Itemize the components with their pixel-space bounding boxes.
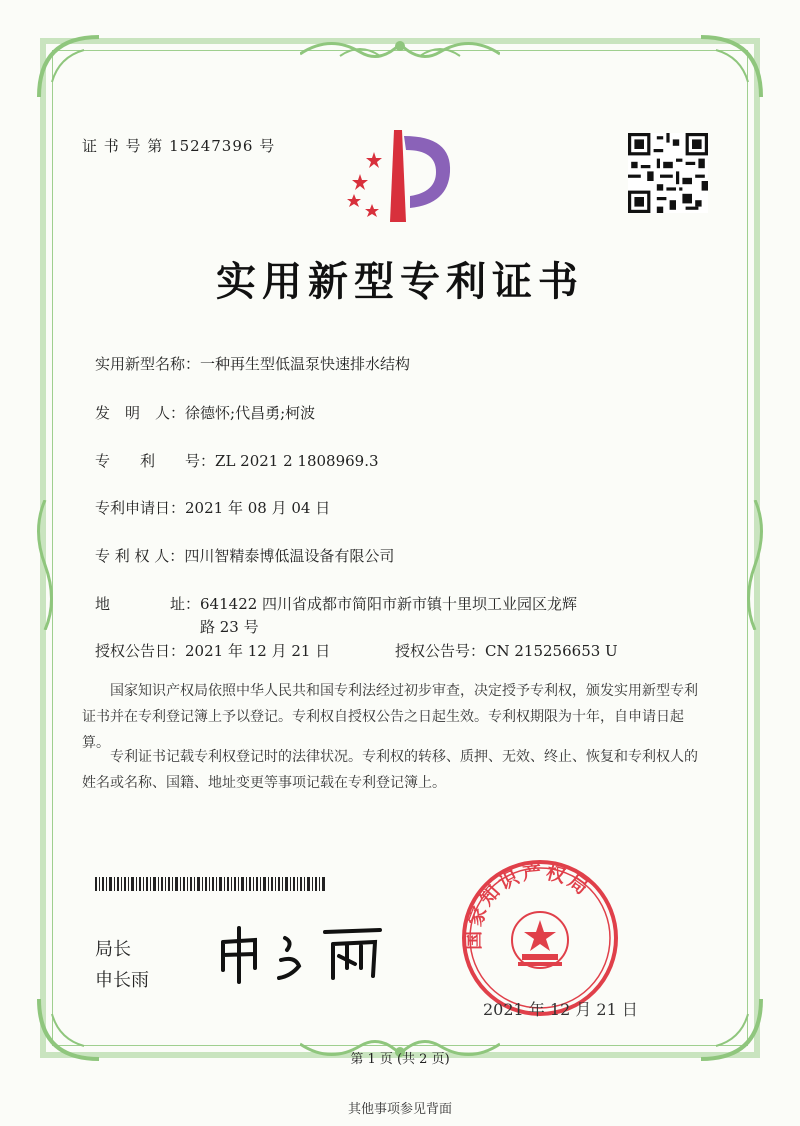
field-label: 授权公告号：: [395, 642, 486, 660]
field-utility-model-name: [95, 353, 410, 374]
cnipa-logo-icon: [332, 122, 462, 232]
field-label: 专利申请日：: [95, 499, 186, 517]
qr-code-icon: [628, 133, 708, 213]
field-label: 专 利 号：: [95, 452, 216, 470]
field-grant-date: [95, 640, 330, 661]
paragraph-grant-notice: 国家知识产权局依照中华人民共和国专利法经过初步审查，决定授予专利权，颁发实用新型专利证书并在专利登记簿上予以登记。专利权自授权公告之日起生效。专利权期限为十年，自申请日起算。: [82, 683, 698, 751]
field-inventor: [95, 402, 315, 423]
field-patent-number: [95, 450, 379, 471]
field-grant-number: [395, 640, 618, 661]
page-info: 第 1 页 (共 2 页): [350, 1052, 450, 1067]
field-value: 2021 年 08 月 04 日: [185, 499, 331, 517]
field-label: 地 址：: [95, 595, 201, 613]
director-name: 申长雨: [95, 970, 149, 991]
ornament-corner-tr-icon: [696, 32, 766, 102]
field-label: 发 明 人：: [95, 404, 186, 422]
certificate-number: 证 书 号 第 15247396 号: [82, 137, 276, 155]
field-patentee: [95, 545, 394, 566]
signature-icon: [215, 920, 390, 990]
director-title: 局长: [95, 939, 131, 960]
paragraph-legal-status: 专利证书记载专利权登记时的法律状况。专利权的转移、质押、无效、终止、恢复和专利权人的姓名或名称、国籍、地址变更等事项记载在专利登记簿上。: [82, 749, 698, 791]
field-address-line2: 路 23 号: [200, 618, 259, 636]
ornament-right-icon: [742, 500, 768, 630]
field-value: 四川智精泰博低温设备有限公司: [184, 547, 395, 565]
field-filing-date: [95, 497, 330, 518]
field-value: CN 215256653 U: [485, 642, 618, 660]
barcode-icon: [95, 877, 325, 891]
field-value: 641422 四川省成都市简阳市新市镇十里坝工业园区龙辉: [200, 595, 578, 613]
field-address: [95, 593, 577, 614]
field-label: 授权公告日：: [95, 642, 186, 660]
svg-text:国家知识产权局: 国家知识产权局: [462, 860, 595, 950]
back-note: 其他事项参见背面: [347, 1102, 452, 1117]
seal-date: 2021 年 12 月 21 日: [483, 1000, 638, 1019]
ornament-corner-tl-icon: [34, 32, 104, 102]
field-label: 实用新型名称：: [95, 355, 201, 373]
field-label: 专 利 权 人：: [95, 547, 185, 565]
certificate-title: 实用新型专利证书: [216, 259, 584, 305]
field-value: ZL 2021 2 1808969.3: [215, 452, 379, 470]
field-value: 徐德怀;代昌勇;柯波: [185, 404, 316, 422]
ornament-left-icon: [32, 500, 58, 630]
ornament-top-icon: [300, 34, 500, 74]
field-value: 一种再生型低温泵快速排水结构: [200, 355, 411, 373]
field-value: 2021 年 12 月 21 日: [185, 642, 331, 660]
official-seal-icon: [460, 858, 620, 1018]
